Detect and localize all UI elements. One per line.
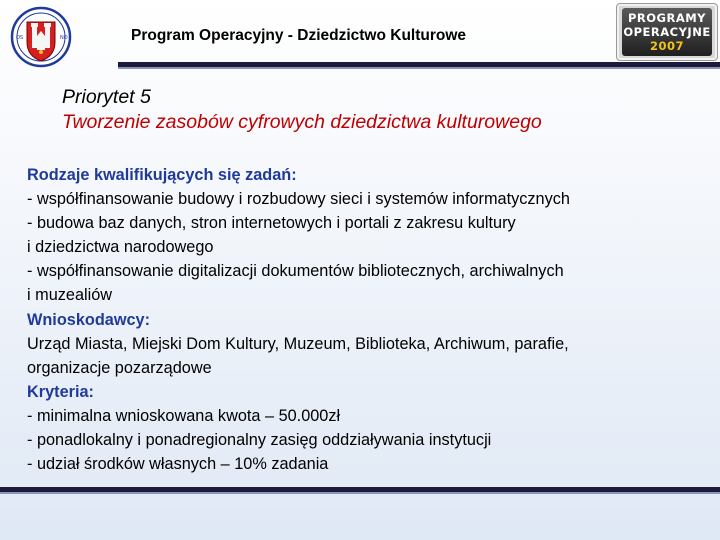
- criteria-header: Kryteria:: [27, 382, 94, 401]
- tasks-header: Rodzaje kwalifikujących się zadań:: [27, 166, 297, 184]
- svg-text:NO: NO: [60, 35, 68, 41]
- applicant-line: Urząd Miasta, Miejski Dom Kultury, Muzeum, Biblioteka, Archiwum, parafie,: [27, 334, 569, 353]
- svg-text:OS: OS: [16, 35, 24, 41]
- slide-content: [27, 163, 707, 476]
- task-line: i dziedzictwa narodowego: [27, 238, 214, 257]
- programy-operacyjne-badge: [616, 3, 718, 61]
- applicants-header: Wnioskodawcy:: [27, 310, 151, 329]
- applicant-line: organizacje pozarządowe: [27, 358, 212, 377]
- task-line: i muzealiów: [27, 286, 113, 305]
- badge-line-2: OPERACYJNE: [623, 25, 711, 39]
- criteria-line: - ponadlokalny i ponadregionalny zasięg oddziaływania instytucji: [27, 431, 492, 450]
- coat-of-arms-icon: [10, 6, 72, 68]
- badge-line-year: 2007: [649, 39, 684, 53]
- header-title: Program Operacyjny - Dziedzictwo Kulturowe: [131, 27, 467, 44]
- priority-label: Priorytet 5: [62, 86, 151, 108]
- footer-divider-shadow: [0, 492, 720, 494]
- task-line: - współfinansowanie digitalizacji dokumentów bibliotecznych, archiwalnych: [27, 262, 564, 281]
- header-divider-shadow: [118, 67, 720, 69]
- criteria-line: - minimalna wnioskowana kwota – 50.000zł: [27, 406, 341, 425]
- task-line: - budowa baz danych, stron internetowych i portali z zakresu kultury: [27, 214, 516, 233]
- criteria-line: - udział środków własnych – 10% zadania: [27, 455, 329, 474]
- priority-subtitle: Tworzenie zasobów cyfrowych dziedzictwa kulturowego: [62, 111, 542, 133]
- badge-line-1: PROGRAMY: [627, 11, 707, 25]
- task-line: - współfinansowanie budowy i rozbudowy sieci i systemów informatycznych: [27, 190, 570, 209]
